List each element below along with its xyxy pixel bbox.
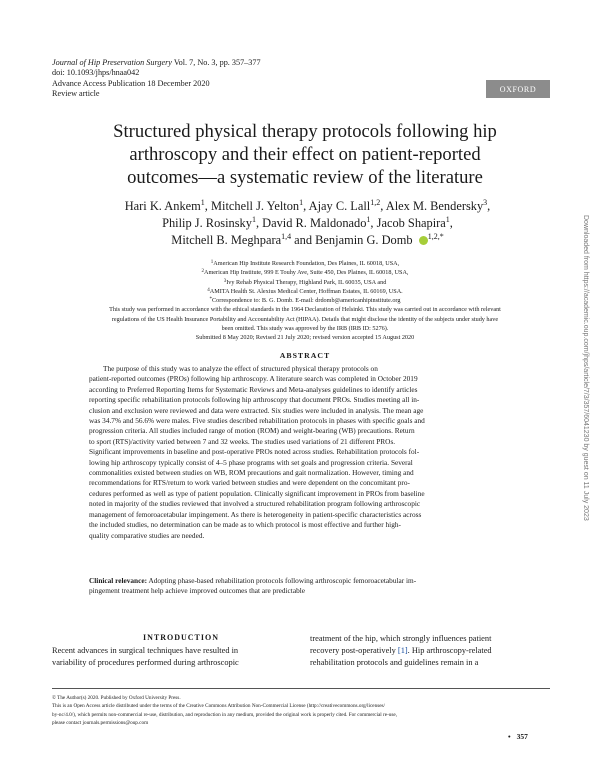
copyright-line: © The Author(s) 2020. Published by Oxford University Press. bbox=[52, 695, 181, 701]
license-line[interactable]: This is an Open Access article distributed under the terms of the Creative Commons Attribution Non-Commercial License (http://creativecommons.org/licenses/ bbox=[52, 703, 385, 710]
abstract-line: progression criteria. All studies included range of motion (ROM) and weight-bearing (WB) precautions. Return bbox=[89, 426, 415, 436]
affiliation bbox=[40, 287, 570, 296]
author-name[interactable]: David R. Maldonado bbox=[262, 216, 367, 230]
author-separator: , bbox=[204, 199, 211, 213]
abstract-line: recommendations for RTS/return to work varied between studies and were dependent on the concomitant pro- bbox=[89, 478, 410, 488]
journal-volume: Vol. 7, No. 3, pp. 357–377 bbox=[173, 58, 261, 67]
abstract-heading: ABSTRACT bbox=[279, 351, 331, 360]
abstract-line: lowing hip arthroscopy typically consist of 4–5 phase programs with set goals and progression criteria. Several bbox=[89, 457, 413, 467]
author-separator: , bbox=[449, 216, 453, 230]
author-affiliation-ref: 1 bbox=[445, 215, 450, 224]
author-separator: , bbox=[380, 199, 386, 213]
affiliation-text: American Hip Institute, 999 E Touhy Ave, Suite 450, Des Plaines, IL 60018, USA, bbox=[204, 269, 409, 277]
footer-divider bbox=[52, 688, 550, 689]
abstract-line: clusion and exclusion were reviewed and data were extracted. Six studies were included in analysis. The mean age bbox=[89, 405, 424, 415]
abstract-line: cedures performed as well as type of patient population. Clinically significant improvement in PROs from baseline bbox=[89, 488, 425, 498]
author-name[interactable]: Hari K. Ankem bbox=[124, 199, 201, 213]
article-type: Review article bbox=[52, 89, 100, 99]
permissions-contact[interactable]: please contact journals.permissions@oup.com bbox=[52, 719, 149, 726]
ethics-line: been omitted. This study was approved by the IRB (IRB ID: 5276). bbox=[221, 325, 389, 333]
title-line: Structured physical therapy protocols following hip bbox=[113, 121, 497, 142]
journal-name: Journal of Hip Preservation Surgery bbox=[52, 58, 172, 67]
author-affiliation-ref: 1 bbox=[299, 198, 304, 207]
abstract-line: commonalities existed between studies on WB, ROM precautions and gait normalization. However, timing and bbox=[89, 468, 414, 478]
author-name[interactable]: Benjamin G. Domb bbox=[315, 233, 413, 247]
author-name[interactable]: Philip J. Rosinsky bbox=[162, 216, 252, 230]
affiliation-number: * bbox=[209, 297, 213, 303]
affiliation-number: 3 bbox=[223, 278, 227, 284]
abstract-line: The purpose of this study was to analyze the effect of structured physical therapy protocols on bbox=[103, 364, 378, 373]
author-affiliation-ref: 1 bbox=[200, 198, 205, 207]
abstract-line: to sport (RTS)/activity varied between 7 and 32 weeks. The studies used variations of 21 different PROs. bbox=[89, 436, 396, 446]
abstract-line: management of femoroacetabular impingement. As there is heterogeneity in patient-specific characteristics across bbox=[89, 509, 422, 519]
abstract-line: was 34.7% and 56.6% were males. Five studies described rehabilitation protocols in phases with specific goals and bbox=[89, 416, 425, 426]
abstract-line: Significant improvements in baseline and post-operative PROs noted across studies. Rehabilitation protocols fol- bbox=[89, 447, 420, 457]
journal-metadata bbox=[52, 58, 261, 100]
body-text: . Hip arthroscopy-related bbox=[407, 646, 492, 656]
correspondence-text[interactable]: Correspondence to: B. G. Domb. E-mail: drdomb@americanhipinstitute.org bbox=[212, 297, 401, 305]
author-name[interactable]: Mitchell B. Meghpara bbox=[171, 233, 282, 247]
abstract-line: patient-reported outcomes (PROs) following hip arthroscopy. A literature search was completed in October 2019 bbox=[89, 374, 418, 384]
clinical-relevance-line bbox=[89, 576, 521, 586]
abstract-line: the included studies, no determination can be made as to which protocol is most effective and further high- bbox=[89, 520, 401, 530]
author-affiliation-ref: 1 bbox=[251, 215, 256, 224]
author-name[interactable]: Ajay C. Lall bbox=[308, 199, 371, 213]
author-affiliation-ref: 1,2,* bbox=[427, 232, 444, 241]
affiliation-number: 4 bbox=[207, 287, 210, 293]
affiliation-text: American Hip Institute Research Foundation, Des Plaines, IL 60018, USA, bbox=[213, 260, 400, 267]
download-watermark: Downloaded from https://academic.oup.com/jhps/article/7/3/357/6041230 by guest on 11 July 2023 bbox=[582, 215, 589, 521]
title-line: outcomes—a systematic review of the literature bbox=[127, 167, 483, 188]
affiliation bbox=[40, 268, 570, 277]
clinical-relevance-text: Adopting phase-based rehabilitation protocols following arthroscopic femoroacetabular im- bbox=[147, 576, 417, 585]
submission-dates: Submitted 8 May 2020; Revised 21 July 2020; revised version accepted 15 August 2020 bbox=[195, 334, 415, 342]
author-name[interactable]: Jacob Shapira bbox=[376, 216, 446, 230]
license-line: by-nc/4.0/), which permits non-commercial re-use, distribution, and reproduction in any medium, provided the original work is properly cited. For commercial re-use, bbox=[52, 711, 398, 718]
author-list bbox=[45, 198, 570, 249]
abstract-line: according to Preferred Reporting Items for Systematic Reviews and Meta-analyses guidelines to identify articles bbox=[89, 384, 418, 394]
citation-link[interactable]: [1] bbox=[397, 646, 408, 656]
body-line: variability of procedures performed during arthroscopic bbox=[52, 658, 239, 668]
ethics-line: This study was performed in accordance with the ethical standards in the 1964 Declaration of Helsinki. This study was carried out in accordance with relevant bbox=[109, 306, 501, 314]
author-separator: , bbox=[487, 199, 491, 213]
author-separator: and bbox=[291, 233, 316, 247]
body-text: recovery post-operatively bbox=[310, 646, 398, 656]
article-title bbox=[40, 120, 570, 189]
correspondence bbox=[40, 296, 570, 305]
body-line: rehabilitation protocols and guidelines remain in a bbox=[310, 658, 479, 668]
introduction-heading: INTRODUCTION bbox=[142, 633, 219, 642]
page-number bbox=[508, 732, 528, 741]
author-affiliation-ref: 1 bbox=[366, 215, 371, 224]
publication-date: Advance Access Publication 18 December 2020 bbox=[52, 78, 210, 88]
orcid-icon[interactable] bbox=[419, 236, 428, 245]
author-affiliation-ref: 3 bbox=[483, 198, 488, 207]
affiliation bbox=[40, 259, 570, 268]
abstract-line: noted in majority of the studies reviewed that involved a structured rehabilitation program following arthroscopic bbox=[89, 499, 421, 509]
affiliation-text: AMITA Health St. Alexius Medical Center, Hoffman Estates, IL 60169, USA. bbox=[209, 287, 403, 295]
introduction-left-column bbox=[52, 645, 292, 669]
affiliation-number: 2 bbox=[201, 269, 204, 275]
page-number-value: 357 bbox=[516, 732, 528, 741]
body-line: treatment of the hip, which strongly influences patient bbox=[310, 634, 492, 643]
affiliation bbox=[40, 278, 570, 287]
abstract-line: reporting specific rehabilitation protocols following hip arthroscopy that document PROs. Studies meeting all in- bbox=[89, 395, 420, 405]
author-line bbox=[45, 215, 570, 232]
author-separator: , bbox=[370, 216, 377, 230]
title-line: arthroscopy and their effect on patient-reported bbox=[129, 144, 481, 165]
body-line bbox=[310, 645, 550, 657]
author-affiliation-ref: 1,2 bbox=[370, 198, 381, 207]
author-name[interactable]: Mitchell J. Yelton bbox=[211, 199, 300, 213]
bullet-icon: • bbox=[508, 732, 511, 741]
affiliation-number: 1 bbox=[210, 260, 214, 265]
license-footer bbox=[52, 694, 552, 727]
author-affiliation-ref: 1,4 bbox=[281, 232, 292, 241]
affiliation-text: Ivy Rehab Physical Therapy, Highland Park, IL 60035, USA and bbox=[226, 278, 387, 286]
clinical-relevance bbox=[89, 576, 521, 597]
body-line: Recent advances in surgical techniques have resulted in bbox=[52, 646, 239, 655]
abstract-line: quality comparative studies are needed. bbox=[89, 530, 205, 540]
author-separator: , bbox=[303, 199, 309, 213]
abstract-body bbox=[89, 364, 521, 541]
author-name[interactable]: Alex M. Bendersky bbox=[385, 199, 484, 213]
journal-citation bbox=[52, 58, 261, 68]
clinical-relevance-label: Clinical relevance: bbox=[89, 576, 148, 585]
author-line bbox=[45, 232, 570, 249]
author-line bbox=[45, 198, 570, 215]
clinical-relevance-line: pingement treatment help achieve improved outcomes that are predictable bbox=[89, 586, 305, 596]
article-doi[interactable]: doi: 10.1093/jhps/hnaa042 bbox=[52, 68, 140, 78]
introduction-right-column bbox=[310, 633, 550, 670]
author-separator: , bbox=[255, 216, 263, 230]
ethics-line: regulations of the US Health Insurance Portability and Accountability Act (HIPAA). Details that might disclose the identity of the subjects under study have bbox=[111, 315, 499, 323]
affiliations bbox=[40, 259, 570, 343]
oxford-logo: OXFORD bbox=[486, 80, 550, 98]
